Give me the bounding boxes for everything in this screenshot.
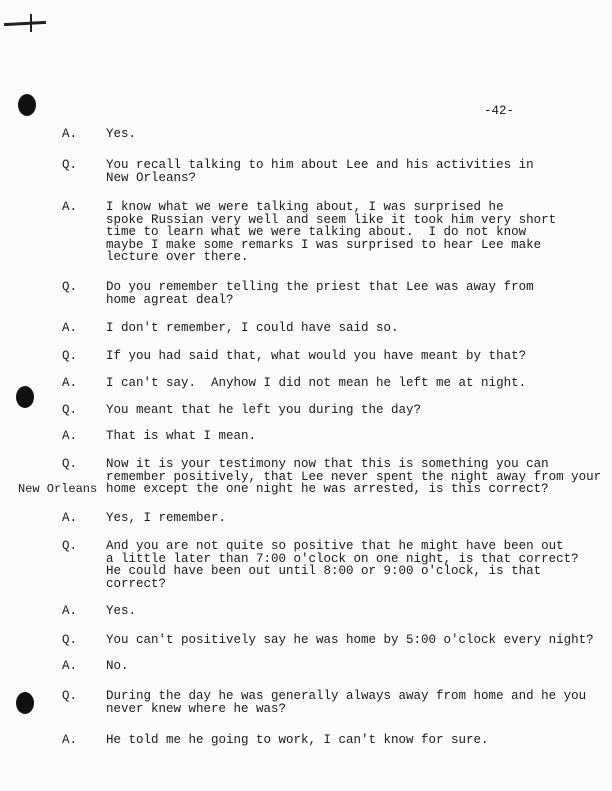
speaker-label: Q. (62, 349, 78, 363)
testimony-text: That is what I mean. (106, 429, 257, 443)
speaker-label: A. (62, 429, 78, 443)
speaker-label: Q. (62, 280, 78, 294)
speaker-label: A. (62, 200, 78, 214)
testimony-text: You recall talking to him about Lee and his activities in New Orleans? (106, 158, 534, 185)
speaker-label: Q. (62, 457, 78, 471)
margin-note: New Orleans (18, 482, 98, 496)
page-number: -42- (484, 104, 515, 118)
speaker-label: A. (62, 376, 78, 390)
speaker-label: A. (62, 321, 78, 335)
testimony-text: During the day he was generally always away from home and he you never knew where he was? (106, 689, 587, 716)
staple-mark (4, 21, 46, 26)
speaker-label: A. (62, 511, 78, 525)
speaker-label: A. (62, 604, 78, 618)
testimony-text: And you are not quite so positive that he might have been out a little later than 7:00 o'clock on one night, is that correct? He could have been out until 8:00 or 9:00 o'clock, is that correct? (106, 539, 579, 591)
speaker-label: A. (62, 733, 78, 747)
speaker-label: Q. (62, 633, 78, 647)
speaker-label: Q. (62, 403, 78, 417)
testimony-text: Yes. (106, 604, 137, 618)
speaker-label: A. (62, 127, 78, 141)
testimony-text: I don't remember, I could have said so. (106, 321, 399, 335)
punch-hole-middle (16, 386, 34, 408)
testimony-text: No. (106, 659, 129, 673)
testimony-text: Do you remember telling the priest that Lee was away from home agreat deal? (106, 280, 534, 307)
punch-hole-bottom (16, 692, 34, 714)
testimony-text: He told me he going to work, I can't know for sure. (106, 733, 489, 747)
testimony-text: If you had said that, what would you have meant by that? (106, 349, 527, 363)
testimony-text: You meant that he left you during the day? (106, 403, 422, 417)
testimony-text: Yes, I remember. (106, 511, 227, 525)
testimony-text: You can't positively say he was home by 5:00 o'clock every night? (106, 633, 594, 647)
testimony-text: Yes. (106, 127, 137, 141)
staple-mark-tail (30, 14, 32, 32)
punch-hole-top (18, 94, 36, 116)
testimony-text: I know what we were talking about, I was surprised he spoke Russian very well and seem like it took him very short time to learn what we were talking about. I do not know maybe I make some remarks I was surprised to hear Lee make lecture over there. (106, 200, 557, 264)
speaker-label: Q. (62, 689, 78, 703)
speaker-label: Q. (62, 158, 78, 172)
speaker-label: Q. (62, 539, 78, 553)
testimony-text: I can't say. Anyhow I did not mean he left me at night. (106, 376, 527, 390)
speaker-label: A. (62, 659, 78, 673)
testimony-text: Now it is your testimony now that this is something you can remember positively, that Lee never spent the night away from your home except the one night he was arrested, is this correct? (106, 457, 602, 496)
